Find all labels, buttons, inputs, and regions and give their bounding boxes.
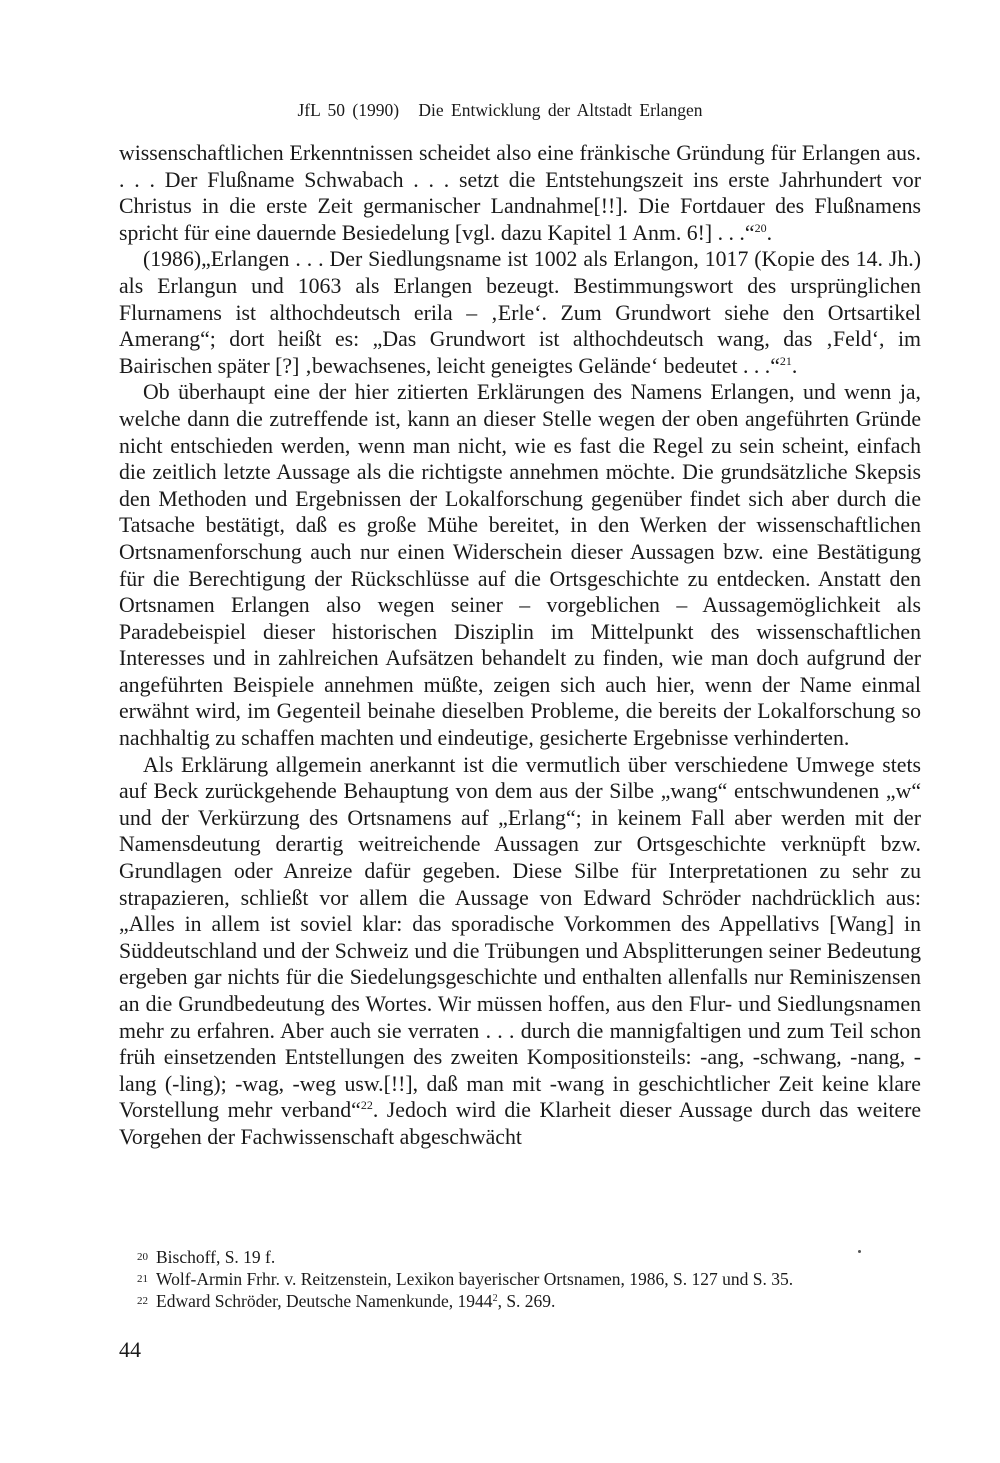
footnote-number: 20: [137, 1251, 148, 1263]
paragraph-text: (1986)„Erlangen . . . Der Siedlungsname ist 1002 als Erlangon, 1017 (Kopie des 14. Jh.) als Erlangun und 1063 als Erlangen bezeugt. Bestimmungswort des ursprünglichen Flurnamens ist althochdeutsch erila – ‚Erle‘. Zum Grundwort siehe den Ortsartikel Amerang“; dort heißt es: „Das Grundwort ist althochdeutsch wang, das ‚Feld‘, im Bairischen später [?] ‚bewachsenes, leicht geneigtes Gelände‘ bedeutet . . .“: [119, 247, 921, 378]
paragraph: [119, 246, 921, 379]
paragraph-text: Als Erklärung allgemein anerkannt ist die vermutlich über verschiedene Umwege stets auf Beck zurückgehende Behauptung von dem aus der Silbe „wang“ entschwundenen „w“ und der Verkürzung des Ortsnamens auf „Erlang“; in keinem Fall aber werden mit der Namensdeutung derartig weitreichende Aussagen zur Ortsgeschichte verknüpft bzw. Grundlagen oder Anreize dafür gegeben. Diese Silbe für Interpretationen zu sehr zu strapazieren, schließt vor allem die Aussage von Edward Schröder nachdrücklich aus: „Alles in allem ist soviel klar: das sporadische Vorkommen des Appellativs [Wang] in Süddeutschland und der Schweiz und die Trübungen und Absplitterungen seiner Bedeutung ergeben gar nichts für die Siedelungsgeschichte und enthalten allenfalls nur Reminiszensen an die Grundbedeutung des Wortes. Wir müssen hoffen, aus den Flur- und Siedlungsnamen mehr zu erfahren. Aber auch sie verraten . . . durch die mannigfaltigen und zum Teil schon früh einsetzenden Entstellungen des zweiten Kompositionsteils: -ang, -schwang, -nang, -lang (-ling); -wag, -weg usw.[!!], daß man mit -wang in geschichtlicher Zeit keine klare Vorstellung mehr verband“: [119, 752, 921, 1123]
footnote-ref: 21: [779, 353, 792, 368]
scan-speck: [458, 1212, 460, 1214]
paragraph: [119, 379, 921, 751]
footnote-text: Wolf-Armin Frhr. v. Reitzenstein, Lexikon bayerischer Ortsnamen, 1986, S. 127 und S. 35.: [156, 1269, 794, 1290]
footnotes: [137, 1246, 921, 1313]
page-number: 44: [119, 1337, 141, 1362]
paragraph-text-tail: .: [766, 220, 773, 245]
footnote-ref: 22: [360, 1098, 373, 1113]
journal-reference: JfL 50 (1990): [297, 100, 400, 120]
footnote: [137, 1290, 921, 1312]
footnote: [137, 1268, 921, 1290]
running-header: [0, 100, 1000, 121]
footnote-text: Bischoff, S. 19 f.: [156, 1247, 276, 1267]
paragraph: [119, 752, 921, 1151]
paragraph-text-tail: . Jedoch wird die Klarheit dieser Aussage durch das weitere Vorgehen der Fachwissenschaft abgeschwächt: [119, 1098, 922, 1149]
paragraph-text: Ob überhaupt eine der hier zitierten Erklärungen des Namens Erlangen, und wenn ja, welche dann die zutreffende ist, kann an dieser Stelle wegen der oben angeführten Gründe nicht entschieden werden, wenn man nicht, wie es fast die Regel zu sein scheint, einfach die zeitlich letzte Aussage als die richtigste annehmen möchte. Die grundsätzliche Skepsis den Methoden und Ergebnissen der Lokalforschung gegenüber findet sich aber durch die Tatsache bestätigt, daß es große Mühe bereitet, in den Werken der wissenschaftlichen Ortsnamenforschung auch nur einen Widerschein dieser Aussagen bzw. eine Bestätigung für die Berechtigung der Rückschlüsse auf die Ortsgeschichte zu entdecken. Anstatt den Ortsnamen Erlangen also wegen seiner – vorgeblichen – Aussagemöglichkeit als Paradebeispiel dieser historischen Disziplin im Mittelpunkt des wissenschaftlichen Interesses und in zahlreichen Aufsätzen behandelt zu finden, wie man doch aufgrund der angeführten Beispiele annehmen müßte, zeigen sich auch hier, wenn der Name einmal erwähnt wird, im Gegenteil beinahe dieselben Probleme, die bereits der Lokalforschung so nachhaltig zu schaffen machten und eindeutige, gesicherte Ergebnisse verhinderten.: [119, 380, 921, 751]
paragraph: [119, 140, 921, 246]
paragraph-text: wissenschaftlichen Erkenntnissen scheidet also eine fränkische Gründung für Erlangen aus. . . . Der Flußname Schwabach . . . setzt die Entstehungszeit ins erste Jahrhundert vor Christus in die erste Zeit germanischer Landnahme[!!]. Die Fortdauer des Flußnamens spricht für eine dauernde Besiedelung [vgl. dazu Kapitel 1 Anm. 6!] . . .“: [119, 141, 921, 245]
paragraph-text-tail: .: [791, 353, 798, 378]
footnote-text: Edward Schröder, Deutsche Namenkunde, 1944: [156, 1291, 493, 1312]
footnote: [137, 1246, 921, 1268]
footnote-ref: 20: [754, 220, 767, 235]
body-text: [119, 140, 921, 1151]
header-title: Die Entwicklung der Altstadt Erlangen: [418, 100, 703, 120]
footnote-number: 22: [137, 1295, 148, 1308]
footnote-number: 21: [137, 1273, 148, 1286]
footnote-text-tail: , S. 269.: [497, 1291, 556, 1312]
edition-superscript: 2: [492, 1293, 498, 1305]
